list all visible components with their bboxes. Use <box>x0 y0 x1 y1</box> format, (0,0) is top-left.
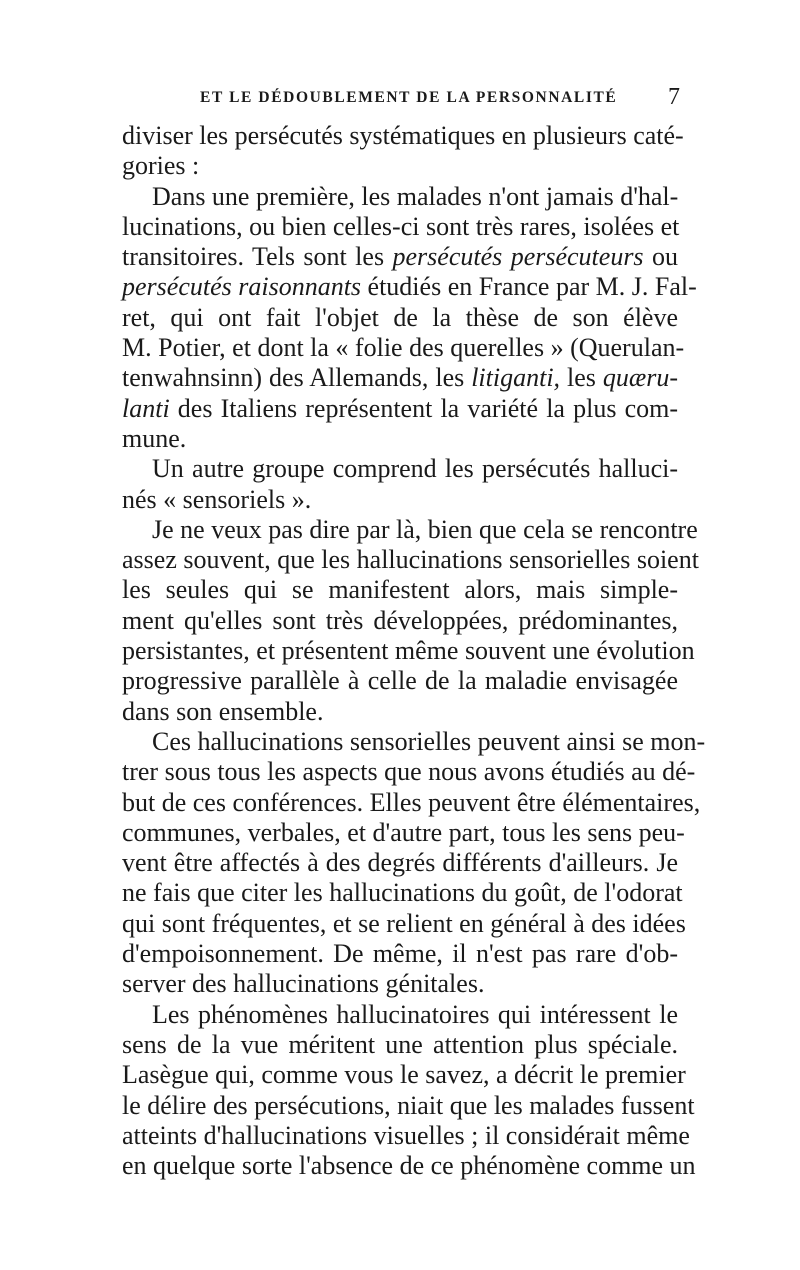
text-line: Lasègue qui, comme vous le savez, a décrit le premier <box>122 1060 686 1090</box>
text-line: Les phénomènes hallucinatoires qui intéressent le <box>152 999 678 1029</box>
text-line: vent être affectés à des degrés différents d'ailleurs. Je <box>122 848 678 878</box>
line-segment: transitoires. Tels sont les <box>122 242 393 272</box>
text-line: les seules qui se manifestent alors, mais simple- <box>122 575 678 605</box>
text-line: lucinations, ou bien celles-ci sont très rares, isolées et <box>122 211 680 241</box>
text-line <box>122 272 697 302</box>
text-line: atteints d'hallucinations visuelles ; il considérait même <box>122 1120 690 1150</box>
line-segment: ou <box>643 242 679 272</box>
text-line: Dans une première, les malades n'ont jamais d'hal- <box>152 181 679 211</box>
line-segment: les <box>560 363 603 393</box>
line-segment: tenwahnsinn) des Allemands, les <box>122 363 472 393</box>
running-head <box>190 84 680 113</box>
emphasis-text: quæru- <box>602 363 678 393</box>
running-title: ET LE DÉDOUBLEMENT DE LA PERSONNALITÉ <box>200 89 618 106</box>
text-line: mune. <box>122 423 187 453</box>
text-line: server des hallucinations génitales. <box>122 969 485 999</box>
line-segment: des Italiens représentent la variété la plus com- <box>169 393 678 423</box>
text-line <box>122 394 678 424</box>
text-line: diviser les persécutés systématiques en plusieurs caté- <box>122 121 684 150</box>
text-line: persistantes, et présentent même souvent une évolution <box>122 636 695 666</box>
text-line: dans son ensemble. <box>122 696 324 726</box>
emphasis-text: persécutés raisonnants <box>122 272 362 302</box>
text-line: but de ces conférences. Elles peuvent être élémentaires, <box>122 787 701 817</box>
text-line: sens de la vue méritent une attention plus spéciale. <box>122 1029 678 1059</box>
emphasis-text: persécutés persécuteurs <box>392 242 644 272</box>
text-line: Je ne veux pas dire par là, bien que cela se rencontre <box>152 514 698 544</box>
text-line: ret, qui ont fait l'objet de la thèse de son élève <box>122 302 678 332</box>
text-line: nés « sensoriels ». <box>122 484 312 514</box>
body-text <box>122 121 706 1181</box>
text-line: trer sous tous les aspects que nous avons étudiés au dé- <box>122 757 696 787</box>
text-line: M. Potier, et dont la « folie des querelles » (Querulan- <box>122 333 685 363</box>
text-line: d'empoisonnement. De même, il n'est pas rare d'ob- <box>122 939 678 969</box>
text-line: progressive parallèle à celle de la maladie envisagée <box>122 666 678 696</box>
text-line: qui sont fréquentes, et se relient en général à des idées <box>122 908 686 938</box>
text-line <box>122 363 678 393</box>
text-line: ne fais que citer les hallucinations du goût, de l'odorat <box>122 878 683 908</box>
text-line: gories : <box>122 151 200 181</box>
text-line: ment qu'elles sont très développées, prédominantes, <box>122 605 678 635</box>
page-number: 7 <box>668 84 680 110</box>
text-line: communes, verbales, et d'autre part, tous les sens peu- <box>122 817 685 847</box>
emphasis-text: lanti <box>122 393 170 423</box>
emphasis-text: litiganti, <box>471 363 561 393</box>
text-line: Un autre groupe comprend les persécutés halluci- <box>152 454 678 484</box>
text-line <box>122 242 678 272</box>
line-segment: étudiés en France par M. J. Fal- <box>361 272 697 302</box>
text-line: le délire des persécutions, niait que les malades fussent <box>122 1090 695 1120</box>
text-line: en quelque sorte l'absence de ce phénomène comme un <box>122 1151 696 1181</box>
text-line: assez souvent, que les hallucinations sensorielles soient <box>122 545 699 575</box>
text-line: Ces hallucinations sensorielles peuvent ainsi se mon- <box>152 726 706 756</box>
